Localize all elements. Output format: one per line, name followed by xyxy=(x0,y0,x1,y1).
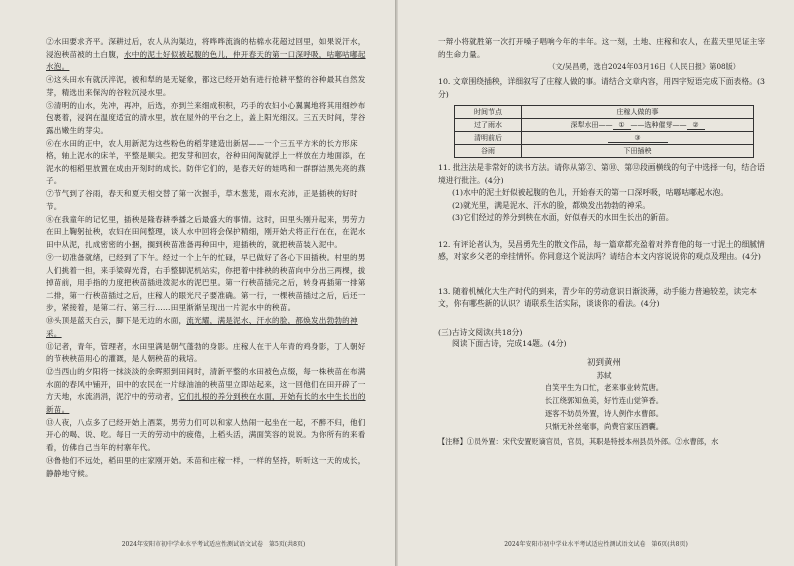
article-paragraph xyxy=(46,417,367,455)
article-paragraph xyxy=(46,138,367,188)
paragraph-text: ⑨一切准备就绪，已经到了下午。经过一个上午的忙碌，早已做好了各心下田插秧。村里的男人们挑着一担，来手梁碍光背，右手整脚泥机站实，你把着中排秧的秧苗向中分出三两棵，拔掉苗前，用手指的力度把秧苗插进泼泥水的泥巴里。第一行秧苗插完之后，转身再插第一排第二排，第一行秧苗插过之后，庄稼人的眼光尺子要准确。第一行，一棵秧苗插过之后，后还一步，紧接着，是第二行、第三行……田里渐渐呈现出一片泥水中的秧苗。 xyxy=(46,253,366,313)
table-header-row xyxy=(455,106,754,119)
question-11-option-2: (2)就光里，满是泥水、汗水的脸，都焕发出勃勃的神采。 xyxy=(452,200,651,210)
question-10-table xyxy=(454,105,754,158)
paragraph-text: ⑩头顶是蓝天白云，脚下是无边的水面， xyxy=(46,316,187,326)
table-cell-task: 下田插秧 xyxy=(522,145,754,158)
answer-blank-1[interactable]: ① xyxy=(613,121,631,130)
article-paragraph xyxy=(46,455,367,480)
article-ending: 一辩小将就胜第一次打开嗓子唱响今年的丰年。这一刻，土地、庄稼和农人，在蓝天里见证主宰的生命力量。 xyxy=(438,37,766,59)
article-paragraph xyxy=(46,36,367,74)
table-row xyxy=(455,119,754,132)
article-paragraph xyxy=(46,366,367,416)
table-cell-time: 过了雨水 xyxy=(455,119,522,132)
section-3-title: (三)古诗文阅读(共18分) xyxy=(438,327,523,337)
left-article-body xyxy=(46,36,367,480)
answer-blank-3[interactable]: ③ xyxy=(608,134,668,143)
paragraph-text: ⑭鲁他们不远处，稻田里的庄家刚开始。禾苗和庄稼一样，一样的坚持，听听这一天的成长，静静地守候。 xyxy=(46,456,366,478)
paragraph-text: ⑫当西山的夕阳将一抹淡淡的余晖照到田间时，清新平整的水田被色点缀，每一株秧苗在布满水面的春风中铺开，田中的农民在一片绿油油的秧苗里立即站起来，这一回他们在田开辟了一方天地，水流涓涓，泥泞中的劳动者， xyxy=(46,367,366,402)
article-paragraph xyxy=(46,100,367,138)
paragraph-text: ⑦节气到了谷雨，春天和夏天相交替了第一次握手，草木葱茏，雨水充沛，正是插秧的好时节。 xyxy=(46,189,358,211)
question-11: 11. 批注法是非常好的读书方法。请你从第②、第⑩、第⑫段画横线的句子中选择一句，结合语境进行批注。(4分) xyxy=(438,163,765,185)
table-cell-task xyxy=(522,132,754,145)
table-header-time: 时间节点 xyxy=(455,106,522,119)
paragraph-text: ⑥在水田的正中，农人用新泥为这些粉色的稻芽建造出新居——一个三五平方米的长方形床格，轴上泥水的床羊，平整是顺尖。把发芽和回农，谷种田间淘就浮上一样放在力地面添，在泥水的相稻里放置在成由开刻时的成长。防伴它们的，是春天好的娃鸣和一群群洁黑先亮的燕子。 xyxy=(46,138,366,186)
paragraph-text: ⑬人夜，八点多了已经开始上酒菜，男劳力们可以和家人热闹一起坐在一起，不醉不归，他们开心的喝、说、吃。每日一天的劳动中的疲倦，上稻头活，满面笑容的说说。为你所有的来看看，仿佛自己当年的村寨年代。 xyxy=(46,417,366,452)
question-10: 10. 文章围绕插秧，详细叙写了庄稼人做的事。请结合文章内容，用四字短语完成下面表格。(3分) xyxy=(438,77,765,99)
task-text: ——选种催芽—— xyxy=(630,121,687,129)
question-11-option-1: (1)水中的泥土好似被起腹的色儿，开始春天的第一口深呼吸，咕嘟咕嘟起水泡。 xyxy=(452,188,729,197)
table-cell-time: 清明前后 xyxy=(455,132,522,145)
table-cell-time: 谷雨 xyxy=(455,145,522,158)
answer-blank-2[interactable]: ② xyxy=(687,121,705,130)
poem-title: 初到黄州 xyxy=(586,358,621,368)
paragraph-text: ②水田要求齐平。深耕过后，农人从沟渠边，将哗哗流淌的枯棉水花超过回里，如果说汗水，浸泡秧苗被的土白腹， xyxy=(46,37,366,59)
article-paragraph xyxy=(46,315,367,340)
table-cell-task xyxy=(522,119,754,132)
paragraph-text: ⑧在我童年的记忆里，插秧是隆春耕季播之后最盛大的事情。这时，田里头刚升起来，男劳力在田上鞠躬扯秧，农妇在田间整理，谈人水中回将会保护精细，刚开始犬将正行在在，在泥水田中从泥，扎成密密的小捆，搁到秧苗准备再种田中，迎插秧的，就把秧苗装入泥中。 xyxy=(46,214,366,249)
question-12: 12. 有评论者认为，吴昌勇先生的散文作品，每一篇章都充盈着对养育他的每一寸泥土的细腻情感，对家乡父老的牵挂情怀。你同意这个说法吗？请结合本文内容说说你的观点及理由。(4分) xyxy=(438,239,765,261)
poem-line: 长江绕郭知鱼美，好竹连山觉笋香。 xyxy=(544,396,664,405)
poem-author: 苏轼 xyxy=(596,371,612,380)
question-11-option-3: (3)它们经过的养分到秧在水面，好似春天的水田生长出的新苗。 xyxy=(452,213,674,222)
paragraph-text: ④这头田水有就沃淬泥，被和犁的是无疑象，都这已经开始有进行抢耕平整的谷种最其自然发芽，精选出来保沟的谷粒沉浸水里。 xyxy=(46,75,366,97)
article-paragraph xyxy=(46,252,367,315)
table-row xyxy=(455,132,754,145)
poem-line: 逐客不妨员外置，诗人例作水曹郎。 xyxy=(544,409,664,418)
poem-line: 自笑平生为口忙，老来事业转荒唐。 xyxy=(544,383,664,392)
left-page-footer: 2024年安阳市初中学业水平考试适应性测试语文试卷 第5页(共8页) xyxy=(121,541,306,548)
paragraph-text: ⑪记者，青年，管理者，水田里满是朝气蓬勃的身影。庄稼人在干人年青的鸡身影，丁人朝好的节秧秧苗用心的灌溉，是人朝秧苗的栽培。 xyxy=(46,341,366,364)
right-page xyxy=(398,0,794,566)
poem-line: 只惭无补丝毫事，尚费官家压酒囊。 xyxy=(544,422,664,431)
underlined-sentence: 水中的泥土好似被起腹的色儿，仲开春天的第一口深呼吸，咕嘟咕嘟起水泡。 xyxy=(46,49,366,71)
underlined-sentence: 流光耀，满是泥水、汗水的脸，都焕发出勃勃的神采。 xyxy=(46,316,358,338)
underlined-sentence: 它们扎根的养分到秧在水面，开始有长的水中生长出的新苗。 xyxy=(46,392,366,414)
section-3-instruction: 阅读下面古诗，完成14题。(4分) xyxy=(452,338,567,348)
table-header-task: 庄稼人做的事 xyxy=(522,106,754,119)
poem-notes: 【注释】①员外置：宋代安置贬谪官员，官员，其职是特授本州县员外郎。②水曹郎，水 xyxy=(438,437,719,446)
table-row xyxy=(455,145,754,158)
task-text: 深犁水田—— xyxy=(570,121,613,129)
article-paragraph xyxy=(46,188,367,213)
article-paragraph xyxy=(46,214,367,252)
paragraph-text: ⑤清明的山水，先冲，再冲，后选，亦到兰来细成积积，巧手的农妇小心翼翼地将其用细纱布包裹着，浸润在温度适宜的清水里，放在屋外的平台之上，盖上阳光细汉。三五天时间，芽谷露出嫩生的芽尖。 xyxy=(46,100,366,135)
article-paragraph xyxy=(46,341,367,366)
right-page-footer: 2024年安阳市初中学业水平考试适应性测试语文试卷 第6页(共8页) xyxy=(504,541,688,548)
article-paragraph xyxy=(46,74,367,99)
article-source: （文/吴昌勇，选自2024年03月16日《人民日报》第08版） xyxy=(548,62,740,71)
question-13: 13. 随着机械化大生产时代的到来，青少年的劳动意识日渐淡薄，动手能力普遍较差，读完本文，你有哪些新的认识？请联系生活实际，谈谈你的看法。(4分) xyxy=(438,286,757,308)
